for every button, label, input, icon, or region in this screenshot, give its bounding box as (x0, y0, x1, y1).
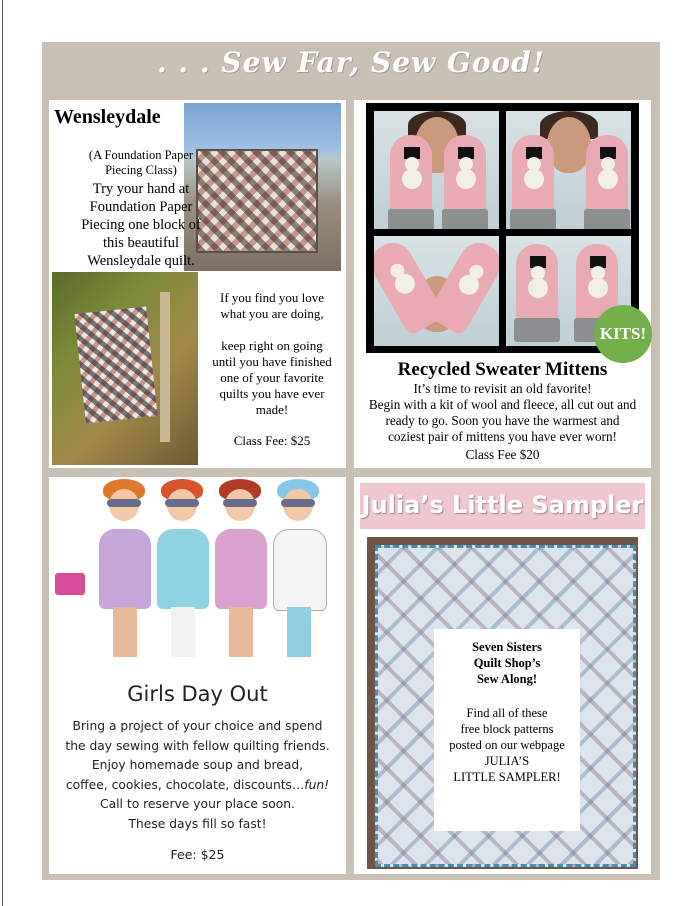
wooden-post (160, 292, 170, 442)
text-line: the day sewing with fellow quilting friends. (65, 738, 330, 753)
banner-title: . . . Sew Far, Sew Good! (156, 46, 546, 79)
sew-along-heading (434, 639, 580, 687)
julias-sampler-title: Julia’s Little Sampler (361, 491, 644, 519)
hanging-quilt (74, 307, 157, 424)
mittens-title: Recycled Sweater Mittens (397, 359, 608, 380)
text-line: Foundation Paper (89, 199, 193, 215)
wensleydale-subtitle (55, 148, 227, 178)
four-ladies-illustration (53, 487, 343, 677)
mitten (512, 135, 554, 227)
text-line: Seven Sisters (472, 640, 542, 654)
text-line: Sew Along! (476, 672, 538, 686)
girls-day-out-description (51, 717, 344, 834)
text-line: Begin with a kit of wool and fleece, all cut out and (368, 397, 637, 412)
subtitle-line: (A Foundation Paper (88, 148, 194, 162)
text-line: Call to reserve your place soon. (100, 797, 295, 811)
text-line: Try your hand at (92, 181, 190, 197)
julias-sampler-banner (360, 483, 645, 529)
mitten (516, 244, 558, 336)
purse-icon (55, 573, 85, 595)
text-line: LITTLE SAMPLER! (453, 770, 561, 784)
text-line: ready to go. Soon you have the warmest and (385, 413, 620, 428)
wensleydale-description (55, 180, 227, 270)
lady-figure (157, 489, 209, 667)
wensleydale-panel (49, 100, 346, 468)
mittens-photo (506, 111, 631, 229)
mitten (586, 135, 628, 227)
text-line: what you are doing, (220, 306, 324, 321)
text-line: keep right on going (221, 338, 323, 353)
wensleydale-title: Wensleydale (54, 106, 161, 128)
text-line: quilts you have ever (219, 386, 325, 401)
text-line (51, 776, 344, 796)
text-fragment: coffee, cookies, chocolate, discounts… (65, 777, 305, 792)
text-line: Find all of these (466, 706, 548, 720)
girls-day-out-title: Girls Day Out (127, 682, 268, 706)
sew-along-text (434, 705, 580, 785)
kits-badge: KITS! (594, 305, 652, 363)
text-line: until you have finished (212, 354, 332, 369)
lady-figure (273, 489, 325, 667)
mitten (444, 135, 486, 227)
lady-figure (215, 489, 267, 667)
wensleydale-encouragement (207, 290, 337, 418)
girls-day-out-panel (49, 477, 346, 874)
mittens-photo (374, 236, 499, 346)
text-line: These days fill so fast! (128, 816, 267, 831)
mitten (390, 135, 432, 227)
text-line: free block patterns (460, 722, 554, 736)
subtitle-line: Piecing Class) (105, 163, 177, 177)
text-line: If you find you love (220, 290, 324, 305)
fun-emphasis: fun! (304, 777, 330, 792)
text-line: coziest pair of mittens you have ever worn! (388, 429, 617, 444)
wensleydale-fee: Class Fee: $25 (233, 433, 311, 448)
text-line: made! (255, 402, 289, 417)
text-line: Wensleydale quilt. (87, 253, 195, 269)
quilt-forest-photo (52, 272, 198, 465)
julias-sampler-panel (354, 477, 651, 874)
sew-along-box (434, 629, 580, 831)
mittens-photo (374, 111, 499, 229)
girls-day-out-fee: Fee: $25 (170, 847, 225, 862)
page-edge-rule (2, 0, 3, 906)
text-line: Enjoy homemade soup and bread, (91, 758, 304, 772)
text-line: this beautiful (102, 235, 180, 251)
text-line: It’s time to revisit an old favorite! (413, 381, 592, 396)
text-line: Quilt Shop’s (473, 656, 541, 670)
spacer (207, 322, 337, 338)
text-line: JULIA’S (484, 754, 530, 768)
mittens-panel (354, 100, 651, 468)
text-line: posted on our webpage (449, 738, 565, 752)
mittens-photo-collage (366, 103, 639, 353)
mittens-description (356, 381, 649, 445)
lady-figure (99, 489, 151, 667)
text-line: one of your favorite (220, 370, 324, 385)
mittens-fee: Class Fee $20 (465, 447, 540, 462)
text-line: Piecing one block of (81, 217, 201, 233)
text-line: Bring a project of your choice and spend (72, 719, 323, 733)
